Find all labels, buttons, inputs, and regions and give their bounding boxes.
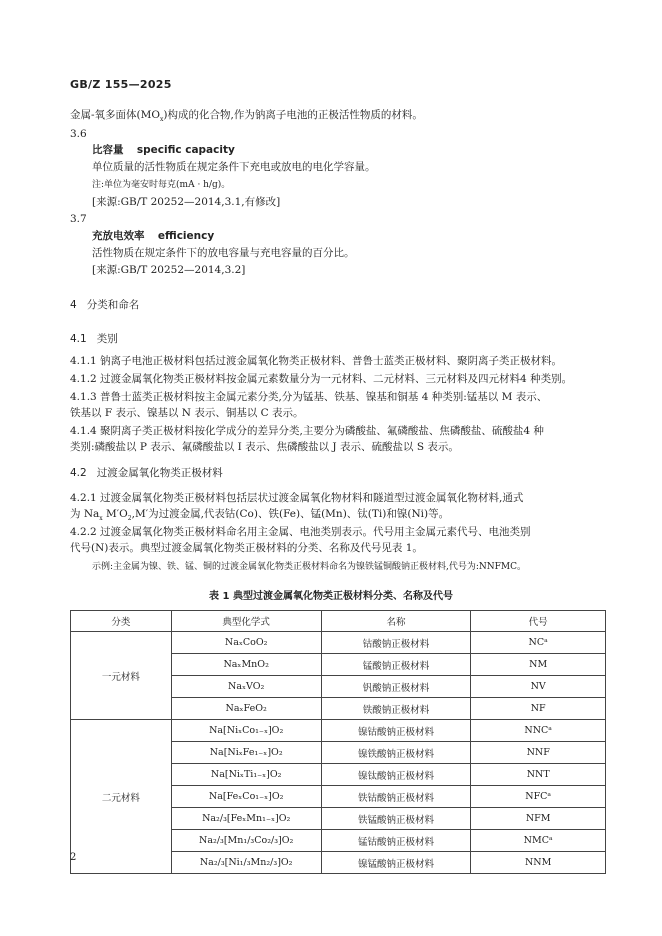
paragraph-4-1-1: 4.1.1 钠离子电池正极材料包括过渡金属氧化物类正极材料、普鲁士蓝类正极材料、聚阴离子类正极材料。 bbox=[70, 355, 563, 367]
name-cell: 铁锰酸钠正极材料 bbox=[321, 808, 471, 830]
group-unary: 一元材料 bbox=[71, 632, 172, 720]
code-cell: NF bbox=[471, 698, 606, 720]
table-header-row bbox=[71, 611, 606, 632]
section-3-7-definition: 活性物质在规定条件下的放电容量与充电容量的百分比。 bbox=[92, 247, 355, 259]
paragraph-4-1-2: 4.1.2 过渡金属氧化物类正极材料按金属元素数量分为一元材料、二元材料、三元材料及四元材料4 种类别。 bbox=[70, 373, 573, 385]
name-cell: 铁酸钠正极材料 bbox=[321, 698, 471, 720]
name-cell: 镍钛酸钠正极材料 bbox=[321, 764, 471, 786]
code-cell: NM bbox=[471, 654, 606, 676]
name-cell: 镍铁酸钠正极材料 bbox=[321, 742, 471, 764]
code-cell: NNM bbox=[471, 852, 606, 874]
code-cell: NMCᵃ bbox=[471, 830, 606, 852]
code-cell: NV bbox=[471, 676, 606, 698]
code-cell: NFCᵃ bbox=[471, 786, 606, 808]
formula-cell: Na[NiₓFe₁₋ₓ]O₂ bbox=[171, 742, 321, 764]
paragraph-4-2-1-line2: 为 $Na_x$ $M'O_2,M'$为过渡金属,代表钴(Co)、铁(Fe)、锰(Mn)、钛(Ti)和镍(Ni)等。 bbox=[70, 508, 450, 523]
code-cell: NCᵃ bbox=[471, 632, 606, 654]
section-3-6-definition: 单位质量的活性物质在规定条件下充电或放电的电化学容量。 bbox=[92, 161, 376, 173]
formula-cell: NaₓVO₂ bbox=[171, 676, 321, 698]
group-binary: 二元材料 bbox=[71, 720, 172, 874]
section-4-heading: 4 分类和命名 bbox=[70, 299, 140, 311]
section-3-7-source: [来源:GB/T 20252—2014,3.2] bbox=[92, 264, 246, 276]
code-cell: NNF bbox=[471, 742, 606, 764]
formula-cell: NaₓFeO₂ bbox=[171, 698, 321, 720]
section-3-7-term: 充放电效率 efficiency bbox=[92, 230, 215, 242]
paragraph-4-2-2-line2: 代号(N)表示。典型过渡金属氧化物类正极材料的分类、名称及代号见表 1。 bbox=[70, 542, 423, 554]
section-3-6-term: 比容量 specific capacity bbox=[92, 144, 235, 156]
formula-cell: Na[NiₓCo₁₋ₓ]O₂ bbox=[171, 720, 321, 742]
section-4-1-heading: 4.1 类别 bbox=[70, 333, 118, 345]
section-3-7-number: 3.7 bbox=[70, 213, 87, 225]
name-cell: 锰钴酸钠正极材料 bbox=[321, 830, 471, 852]
example-note: 示例:主金属为镍、铁、锰、铜的过渡金属氧化物类正极材料命名为镍铁锰铜酸钠正极材料,代号为:NNFMC。 bbox=[92, 562, 527, 572]
paragraph-4-1-4-line1: 4.1.4 聚阴离子类正极材料按化学成分的差异分类,主要分为磷酸盐、氟磷酸盐、焦磷酸盐、硫酸盐4 种 bbox=[70, 425, 544, 437]
header-category: 分类 bbox=[71, 611, 172, 632]
name-cell: 镍钴酸钠正极材料 bbox=[321, 720, 471, 742]
code-cell: NNT bbox=[471, 764, 606, 786]
name-cell: 镍锰酸钠正极材料 bbox=[321, 852, 471, 874]
header-name: 名称 bbox=[321, 611, 471, 632]
page-number: 2 bbox=[70, 852, 77, 863]
intro-line: 金属-氧多面体$(MO_x)$构成的化合物,作为钠离子电池的正极活性物质的材料。 bbox=[70, 109, 423, 124]
code-cell: NFM bbox=[471, 808, 606, 830]
formula-cell: Na₂/₃[Ni₁/₃Mn₂/₃]O₂ bbox=[171, 852, 321, 874]
paragraph-4-1-4-line2: 类别:磷酸盐以 P 表示、氟磷酸盐以 I 表示、焦磷酸盐以 J 表示、硫酸盐以 S 表示。 bbox=[70, 441, 459, 453]
formula-cell: Na[FeₓCo₁₋ₓ]O₂ bbox=[171, 786, 321, 808]
formula-cell: NaₓMnO₂ bbox=[171, 654, 321, 676]
section-3-6-number: 3.6 bbox=[70, 128, 87, 140]
formula-cell: Na₂/₃[Mn₁/₃Co₂/₃]O₂ bbox=[171, 830, 321, 852]
formula-cell: NaₓCoO₂ bbox=[171, 632, 321, 654]
formula-cell: Na₂/₃[FeₓMn₁₋ₓ]O₂ bbox=[171, 808, 321, 830]
section-3-6-note: 注:单位为毫安时每克(mA · h/g)。 bbox=[92, 180, 231, 190]
table-caption: 表 1 典型过渡金属氧化物类正极材料分类、名称及代号 bbox=[209, 591, 453, 602]
paragraph-4-2-2-line1: 4.2.2 过渡金属氧化物类正极材料命名用主金属、电池类别表示。代号用主金属元素代号、电池类别 bbox=[70, 526, 531, 538]
paragraph-4-2-1-line1: 4.2.1 过渡金属氧化物类正极材料包括层状过渡金属氧化物材料和隧道型过渡金属氧化物材料,通式 bbox=[70, 492, 524, 504]
formula-cell: Na[NiₓTi₁₋ₓ]O₂ bbox=[171, 764, 321, 786]
paragraph-4-1-3-line2: 铁基以 F 表示、镍基以 N 表示、铜基以 C 表示。 bbox=[70, 407, 304, 419]
header-formula: 典型化学式 bbox=[171, 611, 321, 632]
header-code: 代号 bbox=[471, 611, 606, 632]
table-row bbox=[71, 632, 606, 654]
section-3-6-source: [来源:GB/T 20252—2014,3.1,有修改] bbox=[92, 196, 281, 208]
table-row bbox=[71, 720, 606, 742]
name-cell: 钴酸钠正极材料 bbox=[321, 632, 471, 654]
name-cell: 钒酸钠正极材料 bbox=[321, 676, 471, 698]
code-cell: NNCᵃ bbox=[471, 720, 606, 742]
classification-table bbox=[70, 610, 606, 874]
name-cell: 锰酸钠正极材料 bbox=[321, 654, 471, 676]
section-4-2-heading: 4.2 过渡金属氧化物类正极材料 bbox=[70, 467, 223, 479]
paragraph-4-1-3-line1: 4.1.3 普鲁士蓝类正极材料按主金属元素分类,分为锰基、铁基、镍基和铜基 4 种类别:锰基以 M 表示、 bbox=[70, 391, 548, 403]
name-cell: 铁钴酸钠正极材料 bbox=[321, 786, 471, 808]
standard-code-header: GB/Z 155—2025 bbox=[70, 78, 172, 91]
